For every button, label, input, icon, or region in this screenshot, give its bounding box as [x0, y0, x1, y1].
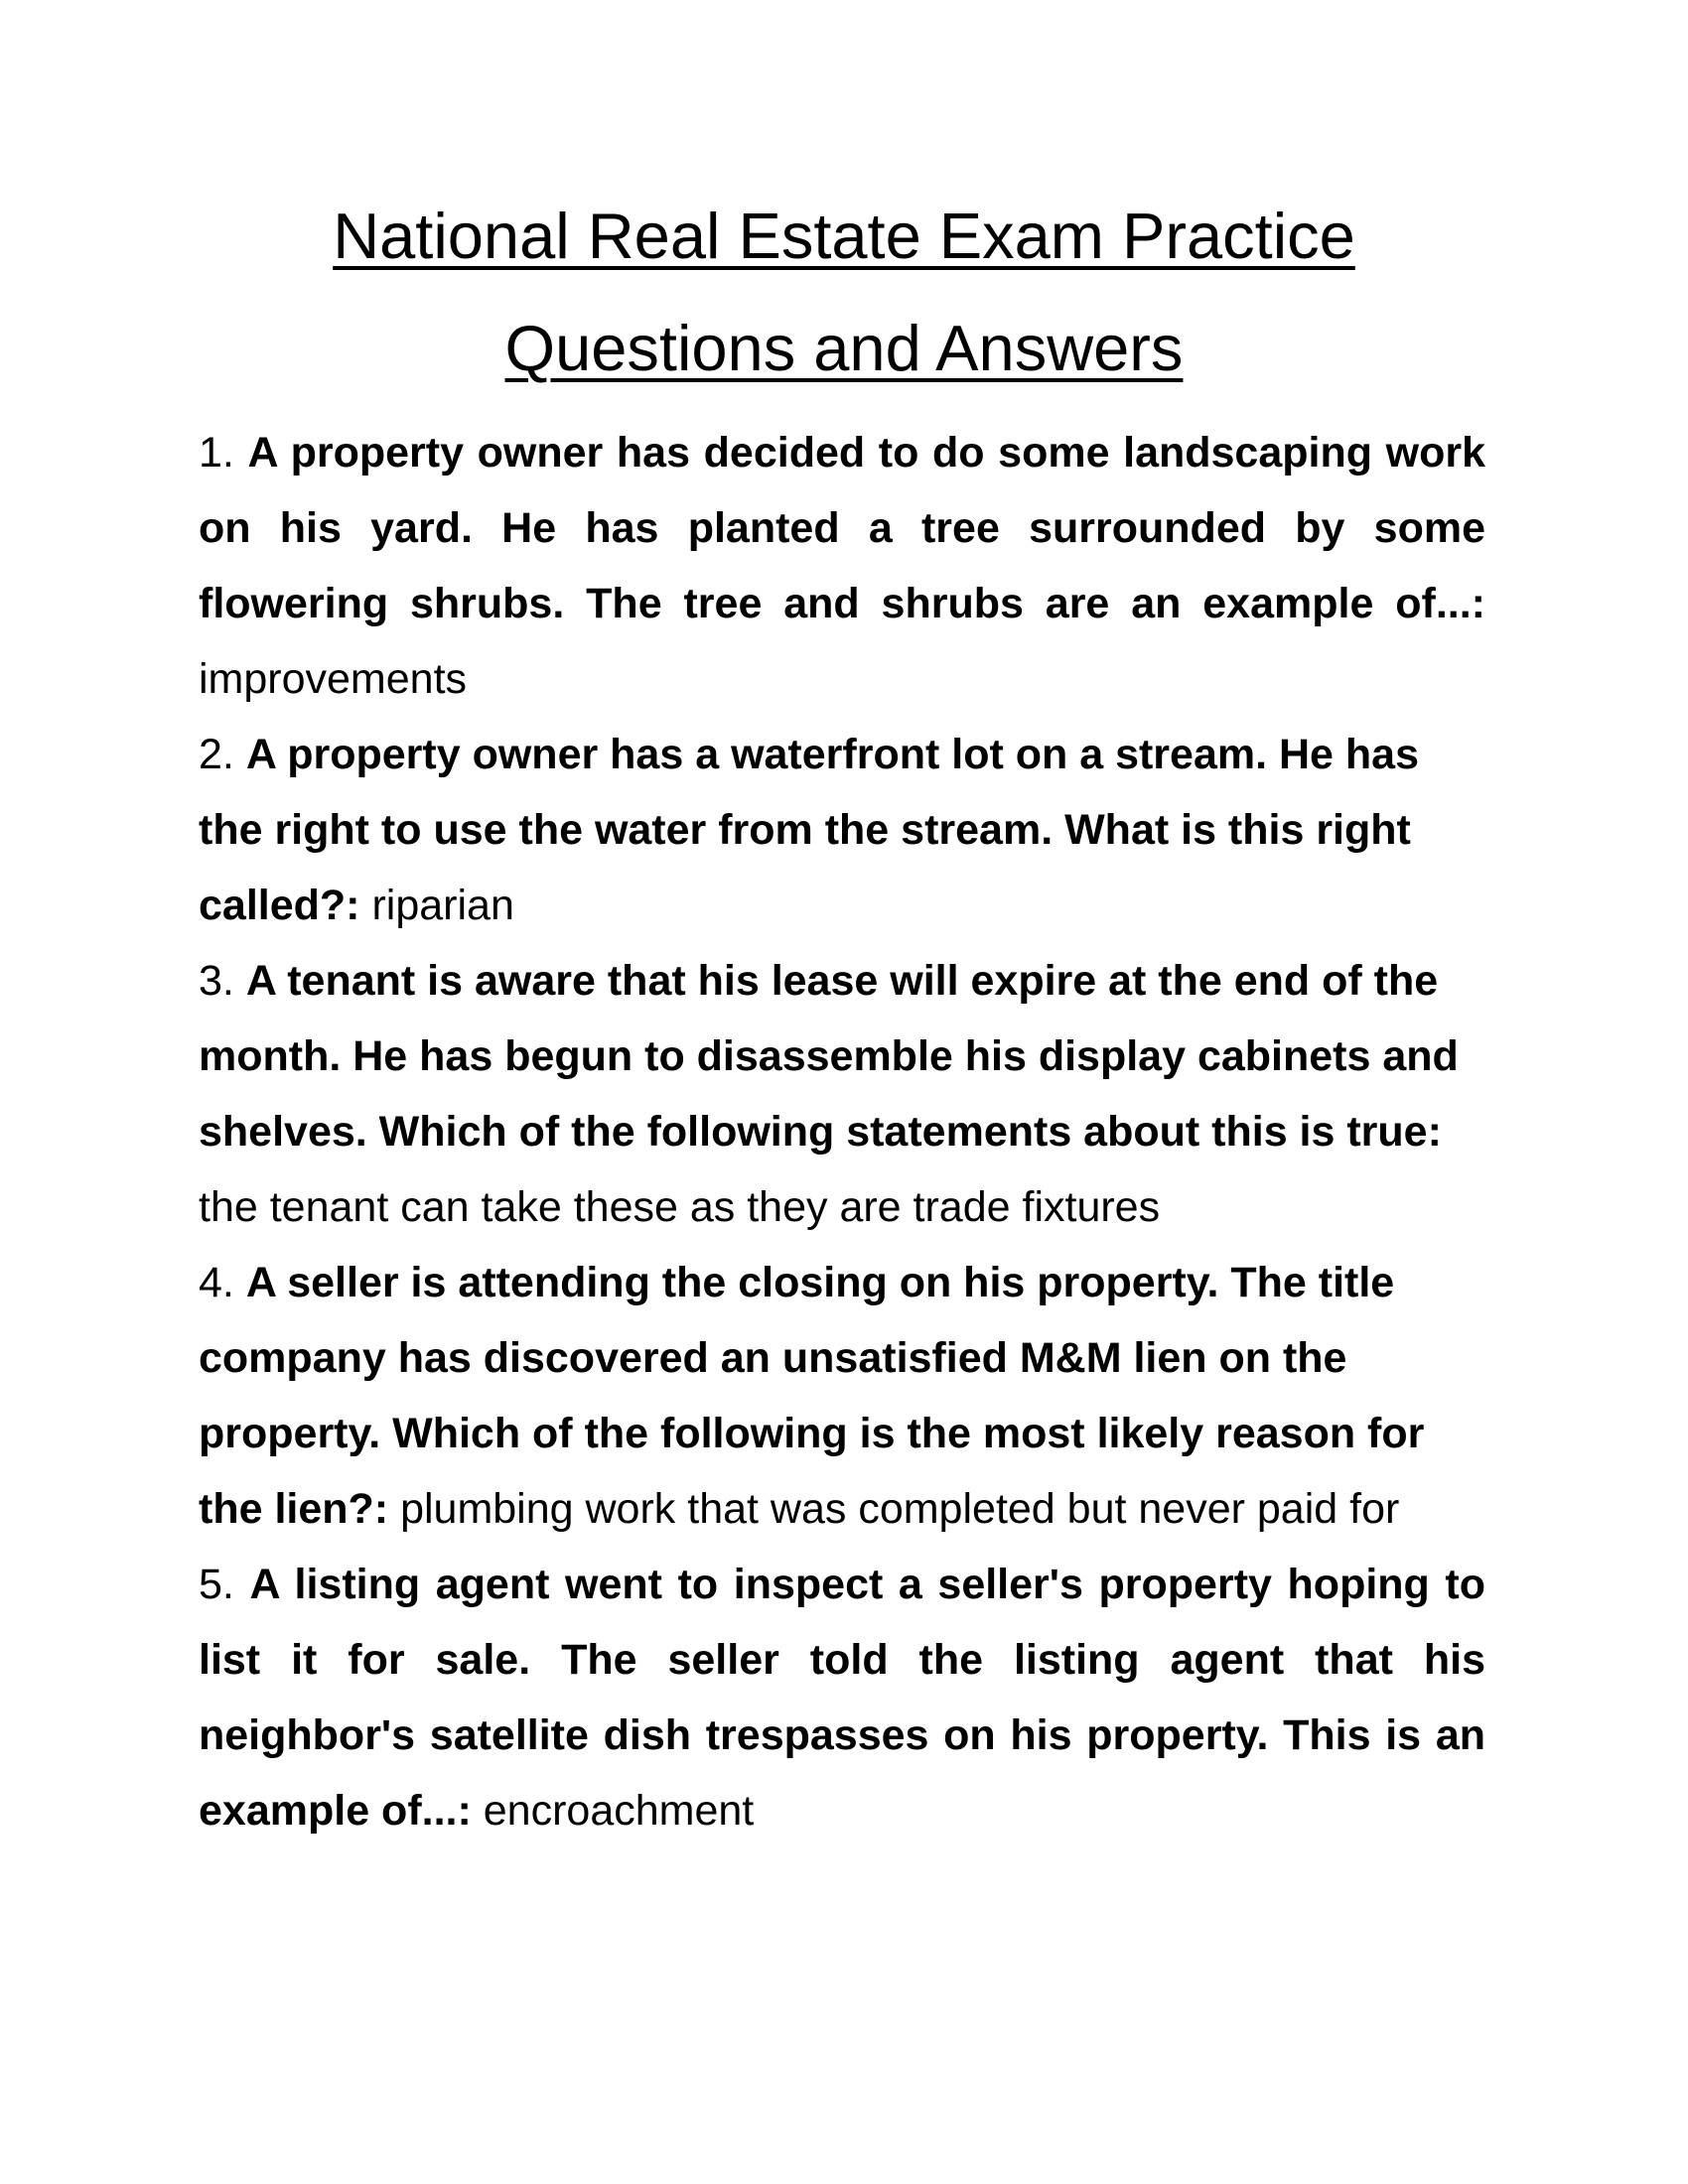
- page-title-line-2-text: Questions and Answers: [504, 312, 1184, 384]
- question-answer: riparian: [371, 882, 514, 929]
- question-number: 3.: [199, 957, 234, 1005]
- question-number: 4.: [199, 1259, 234, 1306]
- question-number: 5.: [199, 1561, 234, 1608]
- question-item-4: [199, 1245, 1485, 1547]
- question-answer: encroachment: [483, 1787, 755, 1835]
- question-text: A listing agent went to inspect a seller's property hoping to list it for sale. The seller told the listing agent that his neighbor's satellite dish trespasses on his property. This is an example of...:: [199, 1561, 1485, 1835]
- question-answer: the tenant can take these as they are trade fixtures: [199, 1183, 1161, 1231]
- question-answer: plumbing work that was completed but never paid for: [400, 1485, 1400, 1533]
- question-number: 2.: [199, 731, 234, 778]
- question-item-5: [199, 1547, 1485, 1848]
- question-answer: improvements: [199, 655, 468, 703]
- question-text: A property owner has a waterfront lot on a stream. He has the right to use the water from the stream. What is this right called?:: [199, 731, 1420, 929]
- page-title-line-1-text: National Real Estate Exam Practice: [333, 200, 1355, 272]
- page-title-line-1: [0, 199, 1688, 274]
- question-text: A tenant is aware that his lease will expire at the end of the month. He has begun to disassemble his display cabinets and shelves. Which of the following statements about this is true:: [199, 957, 1459, 1156]
- question-text: A seller is attending the closing on his property. The title company has discovered an unsatisfied M&M lien on the property. Which of the following is the most likely reason for the lien?:: [199, 1259, 1425, 1533]
- question-text: A property owner has decided to do some landscaping work on his yard. He has planted a tree surrounded by some flowering shrubs. The tree and shrubs are an example of...:: [199, 429, 1485, 627]
- question-item-1: [199, 415, 1485, 717]
- question-number: 1.: [199, 429, 234, 477]
- question-item-2: [199, 717, 1485, 943]
- question-item-3: [199, 943, 1485, 1245]
- page-title-line-2: [0, 311, 1688, 386]
- question-list: [199, 415, 1485, 1848]
